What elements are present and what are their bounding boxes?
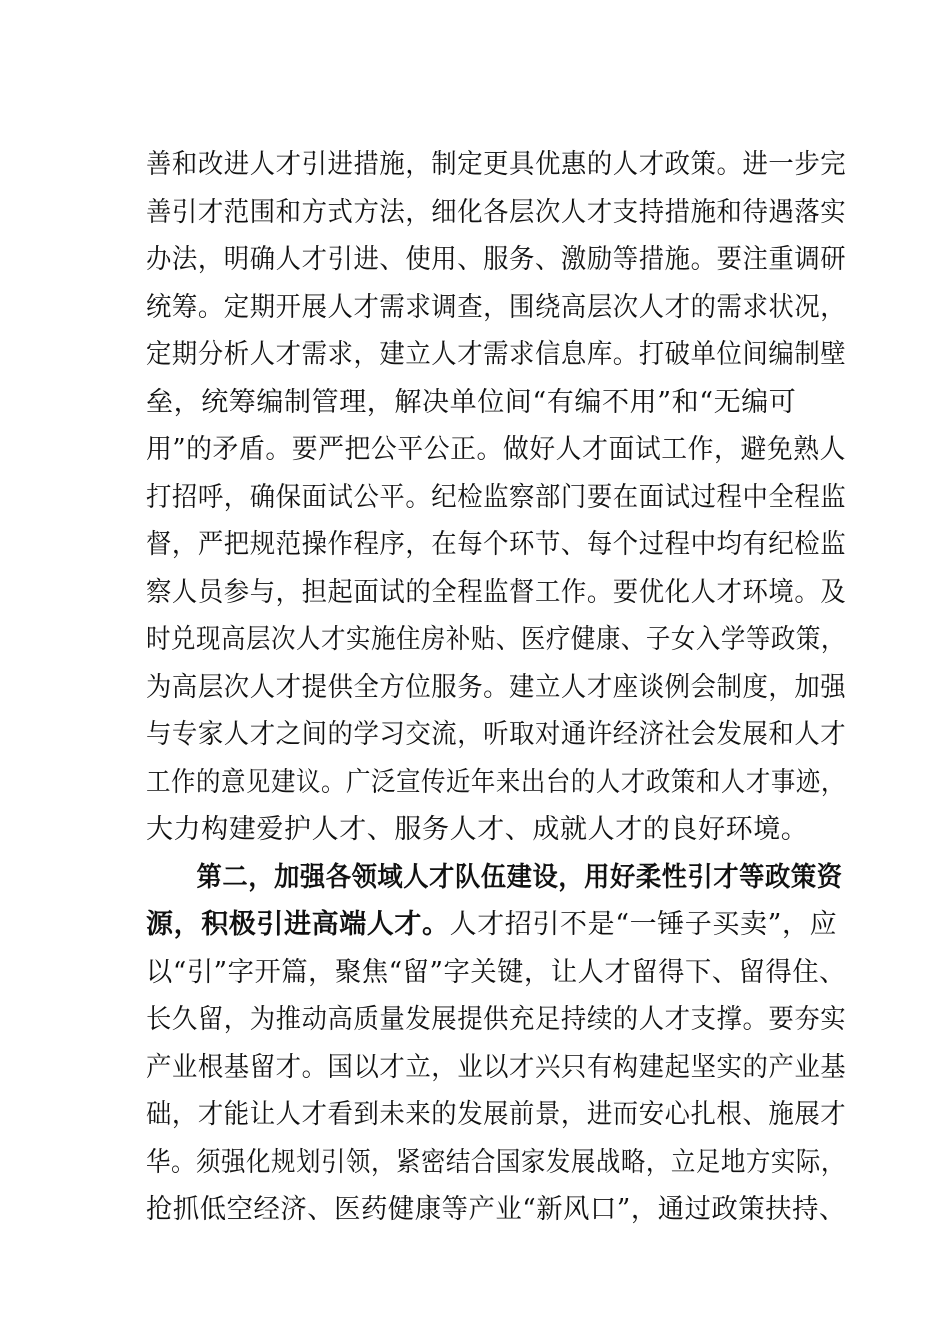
bold-heading-text: 源，积极引进高端人才。 — [146, 909, 450, 940]
body-text-segment: 长久留，为推动高质量发展提供充足持续的人才支撑。要夯实 — [146, 1004, 847, 1035]
text-line — [146, 711, 847, 759]
body-text-segment: 善引才范围和方式方法，细化各层次人才支持措施和待遇落实 — [146, 196, 847, 228]
text-line — [146, 521, 847, 569]
body-text-segment: 办法，明确人才引进、使用、服务、激励等措施。要注重调研 — [146, 244, 847, 275]
text-line — [146, 331, 847, 379]
body-text-segment: 础，才能让人才看到未来的发展前景，进而安心扎根、施展才 — [146, 1099, 847, 1130]
body-text-segment: 产业根基留才。国以才立，业以才兴只有构建起坚实的产业基 — [146, 1051, 847, 1083]
text-line — [146, 236, 847, 284]
text-line — [146, 474, 847, 522]
text-line — [146, 949, 846, 997]
text-line — [146, 1186, 846, 1234]
text-line — [146, 426, 847, 474]
body-text-segment: 大力构建爱护人才、服务人才、成就人才的良好环境。 — [146, 814, 809, 845]
text-line — [146, 1044, 847, 1092]
text-line — [146, 284, 847, 332]
body-text-segment: 为高层次人才提供全方位服务。建立人才座谈例会制度，加强 — [146, 671, 847, 703]
body-text-segment: 以“引”字开篇，聚焦“留”字关键，让人才留得下、留得住、 — [146, 956, 846, 988]
bold-heading-text: 第二，加强各领域人才队伍建设，用好柔性引才等政策资 — [196, 861, 843, 893]
text-line — [146, 1091, 847, 1139]
text-line — [146, 616, 846, 664]
text-line — [146, 141, 847, 189]
text-line — [146, 854, 843, 902]
body-text-segment: 人才招引不是“一锤子买卖”，应 — [449, 909, 838, 940]
body-text-segment: 察人员参与，担起面试的全程监督工作。要优化人才环境。及 — [146, 576, 847, 608]
text-line — [146, 1139, 846, 1187]
text-line — [146, 806, 846, 854]
body-text-segment: 督，严把规范操作程序，在每个环节、每个过程中均有纪检监 — [146, 529, 847, 560]
body-text-segment: 定期分析人才需求，建立人才需求信息库。打破单位间编制壁 — [146, 339, 847, 370]
text-line — [146, 759, 846, 807]
body-text-segment: 与专家人才之间的学习交流，听取对通许经济社会发展和人才 — [146, 719, 847, 750]
text-line — [146, 996, 847, 1044]
text-line — [146, 569, 847, 617]
body-text-segment: 华。须强化规划引领，紧密结合国家发展战略，立足地方实际， — [146, 1146, 846, 1178]
body-text-segment: 善和改进人才引进措施，制定更具优惠的人才政策。进一步完 — [146, 149, 847, 180]
text-line — [146, 664, 847, 712]
body-text-segment: 打招呼，确保面试公平。纪检监察部门要在面试过程中全程监 — [146, 481, 847, 513]
body-text-segment: 时兑现高层次人才实施住房补贴、医疗健康、子女入学等政策， — [146, 624, 846, 655]
body-text-segment: 垒，统筹编制管理，解决单位间“有编不用”和“无编可 — [146, 386, 797, 418]
body-text-segment: 用”的矛盾。要严把公平公正。做好人才面试工作，避免熟人 — [146, 434, 847, 465]
body-text-segment: 抢抓低空经济、医药健康等产业“新风口”，通过政策扶持、 — [146, 1194, 846, 1225]
text-line — [146, 901, 846, 949]
body-text-segment: 统筹。定期开展人才需求调查，围绕高层次人才的需求状况， — [146, 291, 847, 323]
body-text-segment: 工作的意见建议。广泛宣传近年来出台的人才政策和人才事迹， — [146, 766, 846, 798]
body-text — [146, 141, 846, 1234]
text-line — [146, 379, 846, 427]
text-line — [146, 189, 847, 237]
